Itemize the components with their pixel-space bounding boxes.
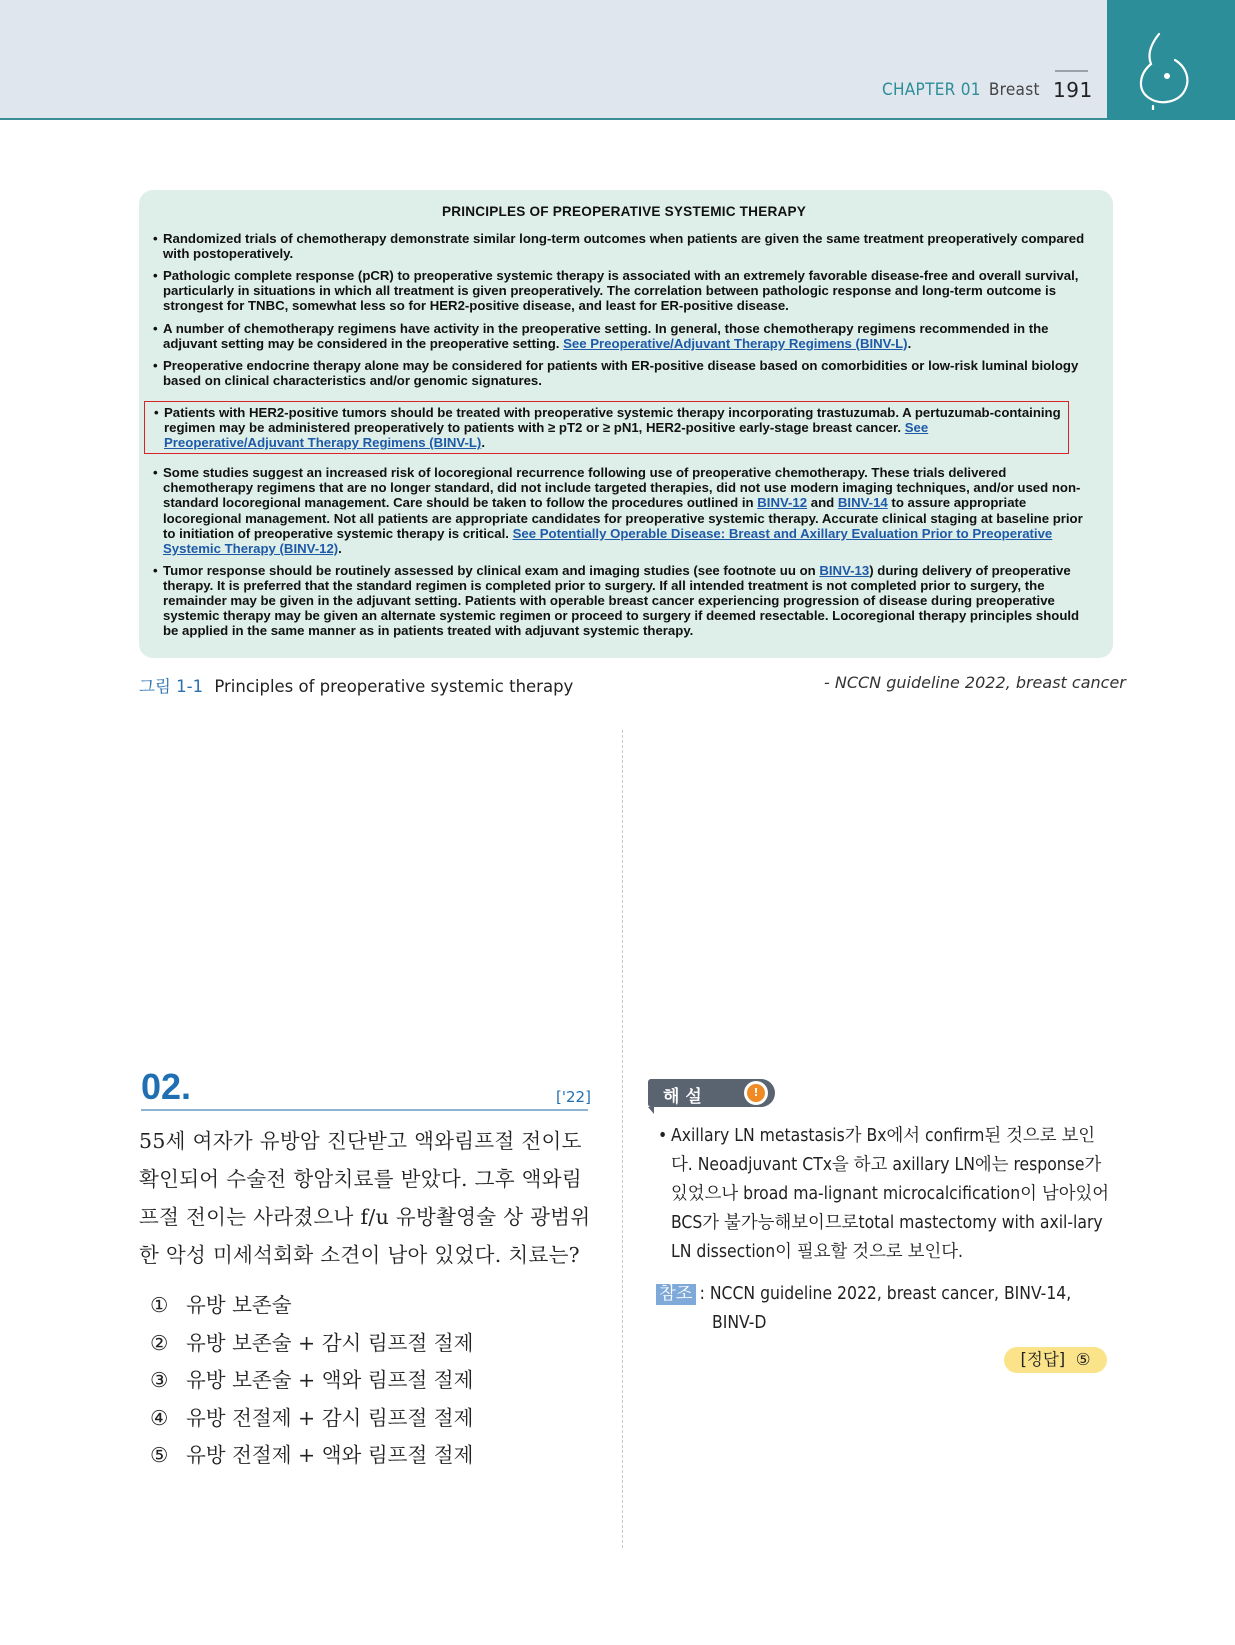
chapter-tab	[1107, 0, 1235, 120]
column-divider	[622, 730, 623, 1548]
figure-bullet: • Randomized trials of chemotherapy demonstrate similar long-term outcomes when patients are given the same treatment preoperatively compared with postoperatively.	[153, 231, 1095, 261]
reference-line1: : NCCN guideline 2022, breast cancer, BINV-14,	[699, 1284, 1072, 1304]
figure-bullet: • Tumor response should be routinely assessed by clinical exam and imaging studies (see footnote uu on BINV-13) during delivery of preoperative therapy. It is preferred that the standard regimen is completed prior to surgery. If all intended treatment is not completed prior to surgery, the remainder may be given in the adjuvant setting. Patients with operable breast cancer experiencing progression of disease during preoperative systemic therapy may be given an alternate systemic regimen or proceed to surgery if deemed resectable. Locoregional therapy principles should be applied in the same manner as in patients treated with adjuvant systemic therapy.	[153, 563, 1095, 638]
page-number: 191	[1053, 78, 1093, 102]
figure-caption-text: Principles of preoperative systemic therapy	[214, 677, 574, 696]
section-label: Breast	[988, 80, 1040, 100]
explanation-body: Axillary LN metastasis가 Bx에서 confirm된 것으로 보인다. Neoadjuvant CTx을 하고 axillary LN에는 response가 있었으나 broad ma-lignant microcalcification이 남아있어 BCS가 불가능해보이므로total mastectomy with axil-lary LN dissection이 필요할 것으로 보인다.	[671, 1126, 1110, 1262]
binv-l-link[interactable]: See Preoperative/Adjuvant Therapy Regimens (BINV-L)	[164, 420, 929, 451]
figure-title: PRINCIPLES OF PREOPERATIVE SYSTEMIC THERAPY	[441, 204, 807, 219]
header-divider	[0, 118, 1107, 120]
page-number-rule	[1055, 70, 1088, 72]
figure-bullets	[153, 231, 1095, 638]
lightbulb-glyph: !	[747, 1084, 765, 1102]
figure-bullet: • Some studies suggest an increased risk of locoregional recurrence following use of preoperative chemotherapy. These trials delivered chemotherapy regimens that are no longer standard, did not include targeted therapies, did not use modern imaging techniques, and/or used non-standard locoregional management. Care should be taken to follow the procedures outlined in BINV-12 and BINV-14 to assure appropriate locoregional management. Not all patients are appropriate candidates for preoperative systemic therapy. Accurate clinical staging at baseline prior to initiation of preoperative systemic therapy is critical. See Potentially Operable Disease: Breast and Axillary Evaluation Prior to Preoperative Systemic Therapy (BINV-12).	[153, 465, 1095, 556]
choice-3[interactable]: ③ 유방 보존술 + 액와 림프절 절제	[150, 1368, 474, 1392]
explanation-title: 해설	[663, 1087, 708, 1107]
bullet-dot: •	[658, 1126, 668, 1146]
binv-l-link[interactable]: See Preoperative/Adjuvant Therapy Regimens (BINV-L)	[563, 335, 908, 351]
breast-outline-icon	[1129, 30, 1199, 110]
explanation-tab-pointer	[648, 1107, 654, 1114]
question-number: 02.	[141, 1066, 192, 1107]
figure-label: 그림 1-1	[139, 677, 204, 696]
choice-5[interactable]: ⑤ 유방 전절제 + 액와 림프절 절제	[150, 1443, 474, 1467]
reference	[656, 1280, 1116, 1338]
figure-bullet: • A number of chemotherapy regimens have activity in the preoperative setting. In general, those chemotherapy regimens recommended in the adjuvant setting may be considered in the preoperative setting. See Preoperative/Adjuvant Therapy Regimens (BINV-L).	[153, 321, 1095, 351]
reference-line2: BINV-D	[712, 1313, 767, 1333]
answer-label: [정답]	[1020, 1350, 1066, 1369]
figure-source: - NCCN guideline 2022, breast cancer	[824, 673, 1126, 692]
choice-4[interactable]: ④ 유방 전절제 + 감시 림프절 절제	[150, 1405, 474, 1430]
figure-bullet: • Pathologic complete response (pCR) to preoperative systemic therapy is associated with an extremely favorable disease-free and overall survival, particularly in situations in which all treatment is given preoperatively. The correlation between pathologic response and long-term outcome is strongest for TNBC, somewhat less so for HER2-positive disease, and least for ER-positive disease.	[153, 268, 1095, 313]
binv-13-link[interactable]: BINV-13	[819, 562, 870, 578]
choice-1[interactable]: ① 유방 보존술	[150, 1293, 292, 1317]
chapter-label: CHAPTER 01	[882, 80, 981, 100]
figure-box	[139, 190, 1113, 658]
chapter-title	[882, 80, 1040, 100]
question-text: 55세 여자가 유방암 진단받고 액와림프절 전이도 확인되어 수술전 항암치료를 받았다. 그후 액와림프절 전이는 사라졌으나 f/u 유방촬영술 상 광범위한 악성 미세석회화 소견이 남아 있었다. 치료는?	[139, 1129, 591, 1267]
binv-12-link[interactable]: BINV-12	[757, 495, 808, 511]
binv-12-evaluation-link[interactable]: See Potentially Operable Disease: Breast and Axillary Evaluation Prior to Preoperative Systemic Therapy (BINV-12)	[163, 525, 1053, 556]
binv-14-link[interactable]: BINV-14	[837, 495, 888, 511]
question-rule	[141, 1109, 588, 1111]
choice-2[interactable]: ② 유방 보존술 + 감시 림프절 절제	[150, 1330, 474, 1355]
question-year: ['22]	[556, 1088, 591, 1106]
lightbulb-icon	[744, 1081, 768, 1105]
explanation-text	[658, 1122, 1110, 1267]
answer-badge	[1004, 1347, 1107, 1373]
figure-bullet: • Preoperative endocrine therapy alone may be considered for patients with ER-positive disease based on comorbidities or low-risk luminal biology based on clinical characteristics and/or genomic signatures.	[153, 358, 1095, 388]
figure-caption	[139, 673, 1126, 697]
highlighted-bullet: • Patients with HER2-positive tumors should be treated with preoperative systemic therapy incorporating trastuzumab. A pertuzumab-containing regimen may be administered preoperatively to patients with ≥ pT2 or ≥ pN1, HER2-positive early-stage breast cancer. See Preoperative/Adjuvant Therapy Regimens (BINV-L).	[144, 401, 1069, 454]
page-header	[0, 0, 1235, 118]
answer-value: ⑤	[1075, 1350, 1091, 1369]
answer-choices	[150, 1288, 473, 1476]
reference-badge: 참조	[656, 1284, 696, 1305]
